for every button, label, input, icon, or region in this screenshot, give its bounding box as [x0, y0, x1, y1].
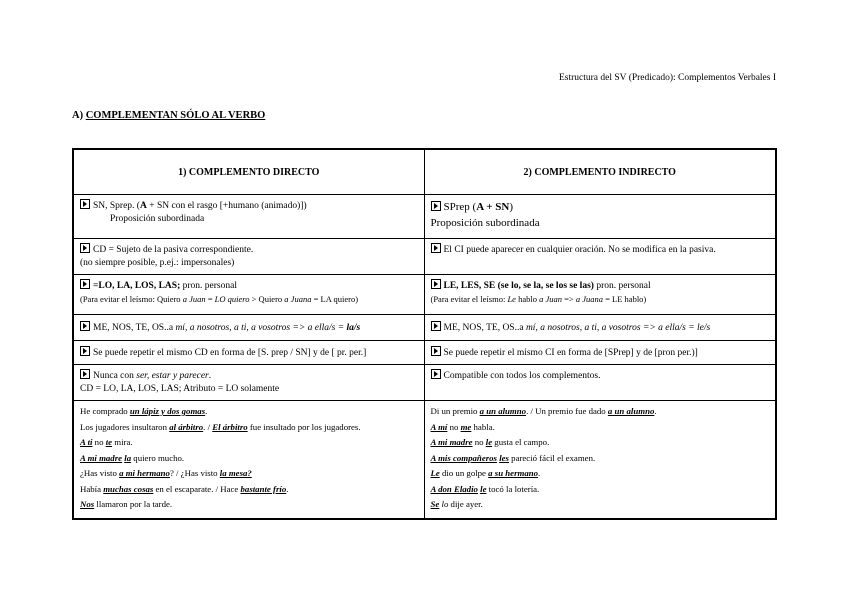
- text-span: A ti: [80, 437, 93, 447]
- text-span: no: [92, 437, 106, 447]
- text: El CI puede aparecer en cualquier oración. No se modifica en la pasiva.: [443, 245, 716, 255]
- text: ): [509, 201, 514, 213]
- play-box-icon: [80, 321, 90, 331]
- document-header: Estructura del SV (Predicado): Complementos Verbales I: [558, 73, 776, 83]
- text: > Quiero: [249, 294, 285, 304]
- cd-examples-cell: [73, 401, 424, 519]
- text-span: Le: [430, 468, 440, 478]
- text-span: les: [499, 452, 509, 463]
- text-span: .: [286, 483, 289, 494]
- example-line: [80, 498, 418, 511]
- text: Se puede repetir el mismo CI en forma de [SPrep] y de [pron per.)]: [443, 347, 698, 358]
- text: =: [205, 294, 215, 304]
- text-span: He comprado: [80, 406, 130, 416]
- text-span: le: [480, 483, 487, 494]
- cd-repeat-cell: [73, 341, 424, 365]
- text-span: A mis compañeros: [430, 452, 497, 463]
- example-line: [431, 452, 770, 465]
- play-box-icon: [80, 369, 90, 379]
- text-span: muchas cosas: [103, 483, 154, 494]
- text-span: me: [460, 421, 472, 432]
- header-indirect-object: 2) COMPLEMENTO INDIRECTO: [424, 149, 776, 195]
- play-box-icon: [80, 279, 90, 289]
- text-span: a mi hermano: [119, 468, 170, 478]
- text-span: .: [538, 468, 541, 478]
- section-heading: COMPLEMENTAN SÓLO AL VERBO: [85, 110, 266, 121]
- text: .: [208, 371, 212, 381]
- text-span: .: [205, 406, 208, 416]
- ci-compatible-cell: [424, 365, 776, 401]
- text: hablo: [515, 294, 540, 304]
- example-line: [80, 405, 418, 418]
- text: mí, a nosotros, a ti, a vosotros => a ella/s = le/s: [525, 322, 711, 333]
- ci-repeat-cell: [424, 341, 776, 365]
- example-line: [80, 452, 418, 465]
- text: Le: [507, 294, 516, 304]
- play-box-icon: [431, 279, 441, 289]
- cd-clitic-cell: [73, 315, 424, 341]
- example-line: [431, 483, 770, 496]
- text: pron. personal: [180, 281, 237, 291]
- ci-clitic-cell: [424, 315, 776, 341]
- text-span: no: [447, 421, 461, 432]
- text: Proposición subordinada: [110, 214, 205, 224]
- text-span: no: [472, 437, 486, 447]
- text-span: a un alumno: [607, 406, 655, 416]
- ci-form-cell: [424, 195, 776, 239]
- text-span: llamaron por la tarde.: [94, 499, 173, 509]
- text-span: dije ayer.: [448, 499, 483, 509]
- play-box-icon: [80, 199, 90, 209]
- text: =>: [562, 294, 576, 304]
- text-span: a su hermano: [488, 468, 539, 478]
- text-span: lo: [441, 499, 449, 509]
- text-span: . /: [203, 421, 213, 432]
- text-span: ? / ¿Has visto: [169, 468, 220, 478]
- cd-form-cell: [73, 195, 424, 239]
- ci-passive-cell: [424, 239, 776, 275]
- play-box-icon: [431, 243, 441, 253]
- text: la/s: [346, 322, 361, 333]
- text-span: A mí: [430, 421, 448, 432]
- text-span: Nos: [80, 499, 95, 509]
- text: Proposición subordinada: [430, 217, 540, 229]
- text-span: al árbitro: [169, 421, 204, 432]
- text: ser, estar y parecer: [136, 371, 209, 381]
- text-span: le: [485, 437, 493, 447]
- example-line: [431, 467, 770, 480]
- text-span: la: [124, 452, 132, 463]
- section-title: [72, 110, 265, 121]
- text: =LO, LA, LOS, LAS;: [93, 281, 181, 291]
- text-span: . / Un premio fue dado: [526, 406, 608, 416]
- text: LE, LES, SE (se lo, se la, se los se las): [443, 281, 594, 291]
- text: + SN con el rasgo [+humano (animado)]): [146, 201, 307, 211]
- play-box-icon: [80, 243, 90, 253]
- example-line: [80, 436, 418, 449]
- text: Nunca con: [93, 371, 137, 381]
- text: (no siempre posible, p.ej.: impersonales): [80, 258, 235, 268]
- header-direct-object: 1) COMPLEMENTO DIRECTO: [73, 149, 424, 195]
- text-span: bastante frío: [240, 483, 287, 494]
- text: Compatible con todos los complementos.: [443, 371, 601, 381]
- text-span: quiero mucho.: [131, 452, 185, 463]
- text-span: pareció fácil el examen.: [508, 452, 596, 463]
- example-line: [80, 421, 418, 434]
- example-line: [431, 421, 770, 434]
- text: a Juana: [284, 294, 312, 304]
- cd-passive-cell: [73, 239, 424, 275]
- example-line: [431, 498, 770, 511]
- text-span: El árbitro: [212, 421, 248, 432]
- text: (Para evitar el leísmo:: [430, 294, 508, 304]
- ci-pronoun-cell: [424, 275, 776, 315]
- text: CD = Sujeto de la pasiva correspondiente.: [93, 245, 254, 255]
- cd-verbs-cell: [73, 365, 424, 401]
- text-span: Se: [430, 499, 440, 509]
- text-span: un lápiz y dos gomas: [129, 406, 206, 416]
- text: = LE hablo): [603, 294, 647, 304]
- text-span: habla.: [471, 421, 495, 432]
- play-box-icon: [431, 369, 441, 379]
- text-span: fue insultado por los jugadores.: [247, 421, 361, 432]
- text-span: Había: [80, 483, 104, 494]
- text: LO quiero: [214, 294, 250, 304]
- text: ME, NOS, TE, OS..a: [443, 322, 526, 333]
- text: (Para evitar el leísmo: Quiero: [80, 294, 183, 304]
- text-span: te: [105, 437, 113, 447]
- text-span: en el escaparate. / Hace: [153, 483, 241, 494]
- text: = LA quiero): [311, 294, 359, 304]
- text-span: tocó la lotería.: [486, 483, 540, 494]
- text-span: dio un golpe: [439, 468, 489, 478]
- cd-pronoun-cell: [73, 275, 424, 315]
- ci-examples-cell: [424, 401, 776, 519]
- text-span: ¿Has visto: [80, 468, 120, 478]
- text: SPrep (: [443, 201, 477, 213]
- text-span: A mi madre: [430, 437, 473, 447]
- text-span: mira.: [112, 437, 133, 447]
- text: A + SN: [476, 201, 510, 213]
- example-line: [80, 467, 418, 480]
- text: a Juana: [575, 294, 603, 304]
- text-span: Di un premio: [430, 406, 480, 416]
- text: CD = LO, LA, LOS, LAS; Atributo = LO solamente: [80, 384, 280, 394]
- text-span: gusta el campo.: [492, 437, 550, 447]
- play-box-icon: [431, 201, 441, 211]
- text: mí, a nosotros, a ti, a vosotros => a ella/s =: [175, 322, 347, 333]
- text-span: Los jugadores insultaron: [80, 421, 170, 432]
- section-prefix: A): [72, 110, 86, 121]
- text-span: A don Eladio: [430, 483, 478, 494]
- text-span: a un alumno: [479, 406, 527, 416]
- text: SN, Sprep. (: [93, 201, 140, 211]
- text-span: A mi madre: [80, 452, 123, 463]
- text: A: [139, 201, 147, 211]
- text: a Juan: [182, 294, 206, 304]
- text: Se puede repetir el mismo CD en forma de [S. prep / SN] y de [ pr. per.]: [93, 347, 367, 358]
- play-box-icon: [431, 321, 441, 331]
- text: a Juan: [539, 294, 562, 304]
- text-span: la mesa?: [219, 468, 252, 478]
- example-line: [431, 436, 770, 449]
- example-line: [431, 405, 770, 418]
- play-box-icon: [431, 346, 441, 356]
- complements-table: [72, 148, 777, 520]
- text-span: .: [654, 406, 657, 416]
- example-line: [80, 483, 418, 496]
- text: ME, NOS, TE, OS..a: [93, 322, 176, 333]
- text: pron. personal: [593, 281, 651, 291]
- play-box-icon: [80, 346, 90, 356]
